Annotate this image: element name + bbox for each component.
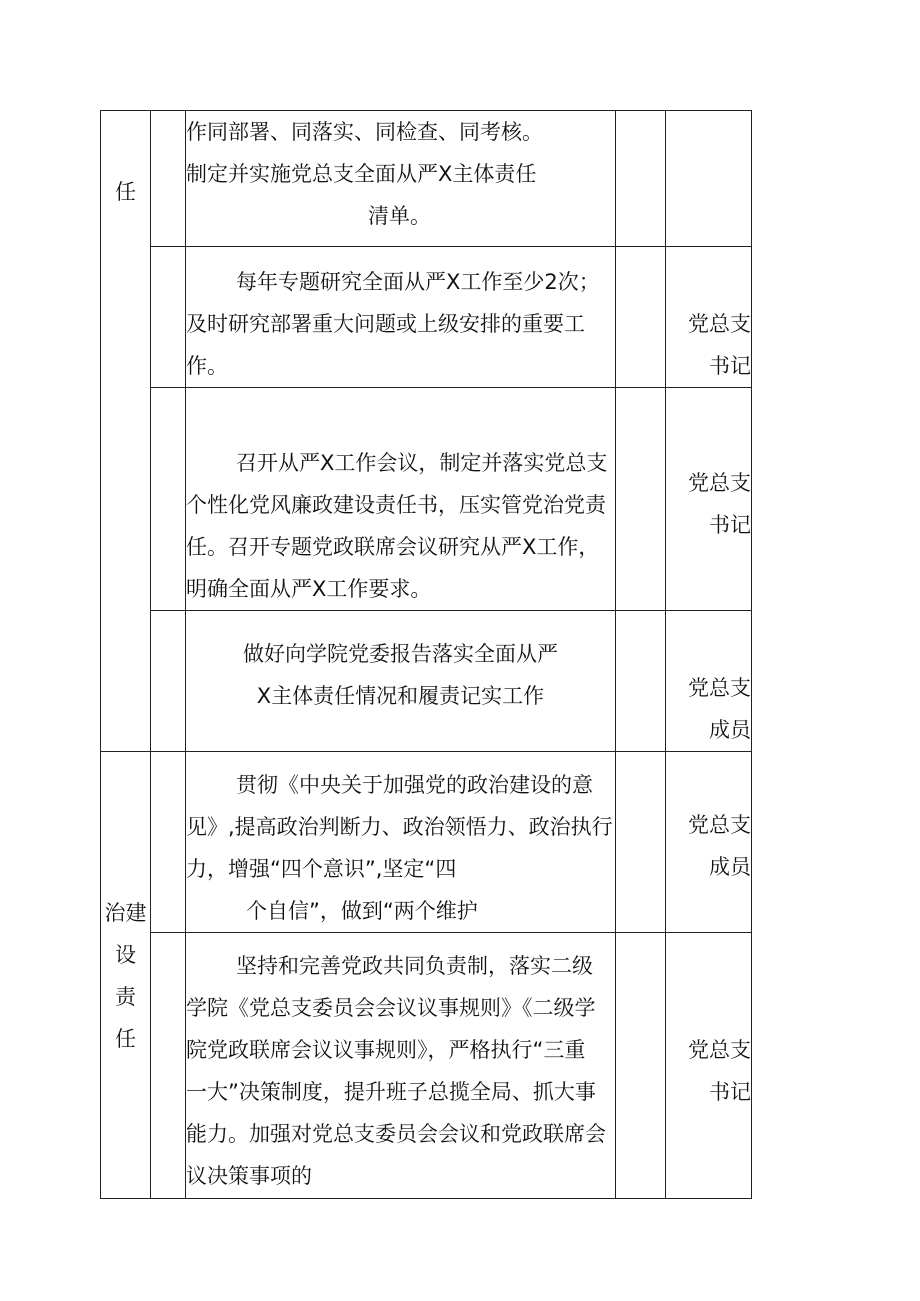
blank-cell bbox=[151, 111, 186, 247]
responsible-line: 党总支 bbox=[688, 312, 751, 336]
responsible-line: 书记 bbox=[709, 1080, 751, 1104]
content-line: 个自信”，做到“两个维护 bbox=[246, 899, 478, 923]
content-cell bbox=[186, 111, 616, 247]
content-line: 贯彻《中央关于加强党的政治建设的意 bbox=[236, 773, 593, 797]
content-line: 见》,提高政治判断力、政治领悟力、政治执行 bbox=[186, 815, 613, 839]
content-line: 制定并实施党总支全面从严X主体责任 bbox=[186, 162, 537, 186]
content-line: 每年专题研究全面从严X工作至少2次； bbox=[236, 270, 600, 294]
category-cell bbox=[101, 752, 151, 1199]
content-line: 作。 bbox=[186, 354, 228, 378]
blank-cell bbox=[616, 752, 666, 933]
blank-cell bbox=[151, 611, 186, 752]
table-row bbox=[101, 247, 752, 388]
content-cell bbox=[186, 933, 616, 1199]
content-line: 学院《党总支委员会会议议事规则》《二级学 bbox=[186, 996, 596, 1020]
content-cell bbox=[186, 247, 616, 388]
responsible-line: 成员 bbox=[709, 718, 751, 742]
table-row bbox=[101, 611, 752, 752]
blank-cell bbox=[616, 933, 666, 1199]
responsible-cell bbox=[666, 752, 752, 933]
blank-cell bbox=[151, 247, 186, 388]
blank-cell bbox=[616, 388, 666, 611]
content-line: 明确全面从严X工作要求。 bbox=[186, 577, 432, 601]
content-line: 清单。 bbox=[368, 204, 431, 228]
blank-cell bbox=[616, 111, 666, 247]
content-line: 召开从严X工作会议，制定并落实党总支 bbox=[236, 451, 608, 475]
category-cell bbox=[101, 111, 151, 752]
table-row bbox=[101, 933, 752, 1199]
content-line: 能力。加强对党总支委员会会议和党政联席会 bbox=[186, 1122, 606, 1146]
content-cell bbox=[186, 388, 616, 611]
content-line: X主体责任情况和履责记实工作 bbox=[256, 684, 545, 708]
category-text: 责 bbox=[115, 985, 136, 1009]
responsible-line: 党总支 bbox=[688, 813, 751, 837]
content-cell bbox=[186, 752, 616, 933]
content-line: 及时研究部署重大问题或上级安排的重要工 bbox=[186, 312, 585, 336]
content-cell bbox=[186, 611, 616, 752]
content-line: 议决策事项的 bbox=[186, 1164, 312, 1188]
content-line: 力，增强“四个意识”,坚定“四 bbox=[186, 857, 457, 881]
blank-cell bbox=[616, 611, 666, 752]
blank-cell bbox=[616, 247, 666, 388]
content-line: 坚持和完善党政共同负责制，落实二级 bbox=[236, 954, 593, 978]
table-row bbox=[101, 111, 752, 247]
blank-cell bbox=[151, 933, 186, 1199]
content-line: 做好向学院党委报告落实全面从严 bbox=[243, 642, 558, 666]
responsible-cell bbox=[666, 111, 752, 247]
blank-cell bbox=[151, 388, 186, 611]
responsible-line: 党总支 bbox=[688, 1038, 751, 1062]
table-row bbox=[101, 752, 752, 933]
content-line: 作同部署、同落实、同检查、同考核。 bbox=[186, 120, 543, 144]
category-text: 任 bbox=[115, 180, 136, 204]
category-text: 治建 bbox=[104, 901, 147, 925]
responsible-cell bbox=[666, 247, 752, 388]
responsibility-table bbox=[100, 110, 752, 1199]
responsible-line: 书记 bbox=[709, 354, 751, 378]
content-line: 任。召开专题党政联席会议研究从严X工作， bbox=[186, 535, 600, 559]
responsible-cell bbox=[666, 388, 752, 611]
table-row bbox=[101, 388, 752, 611]
responsible-line: 党总支 bbox=[688, 471, 751, 495]
responsible-line: 党总支 bbox=[688, 676, 751, 700]
responsible-line: 书记 bbox=[709, 513, 751, 537]
responsible-cell bbox=[666, 933, 752, 1199]
responsible-line: 成员 bbox=[709, 855, 751, 879]
blank-cell bbox=[151, 752, 186, 933]
category-text: 任 bbox=[115, 1027, 136, 1051]
content-line: 院党政联席会议议事规则》，严格执行“三重 bbox=[186, 1038, 586, 1062]
content-line: 一大”决策制度，提升班子总揽全局、抓大事 bbox=[186, 1080, 596, 1104]
content-line: 个性化党风廉政建设责任书，压实管党治党责 bbox=[186, 493, 606, 517]
category-text: 设 bbox=[115, 943, 136, 967]
responsible-cell bbox=[666, 611, 752, 752]
